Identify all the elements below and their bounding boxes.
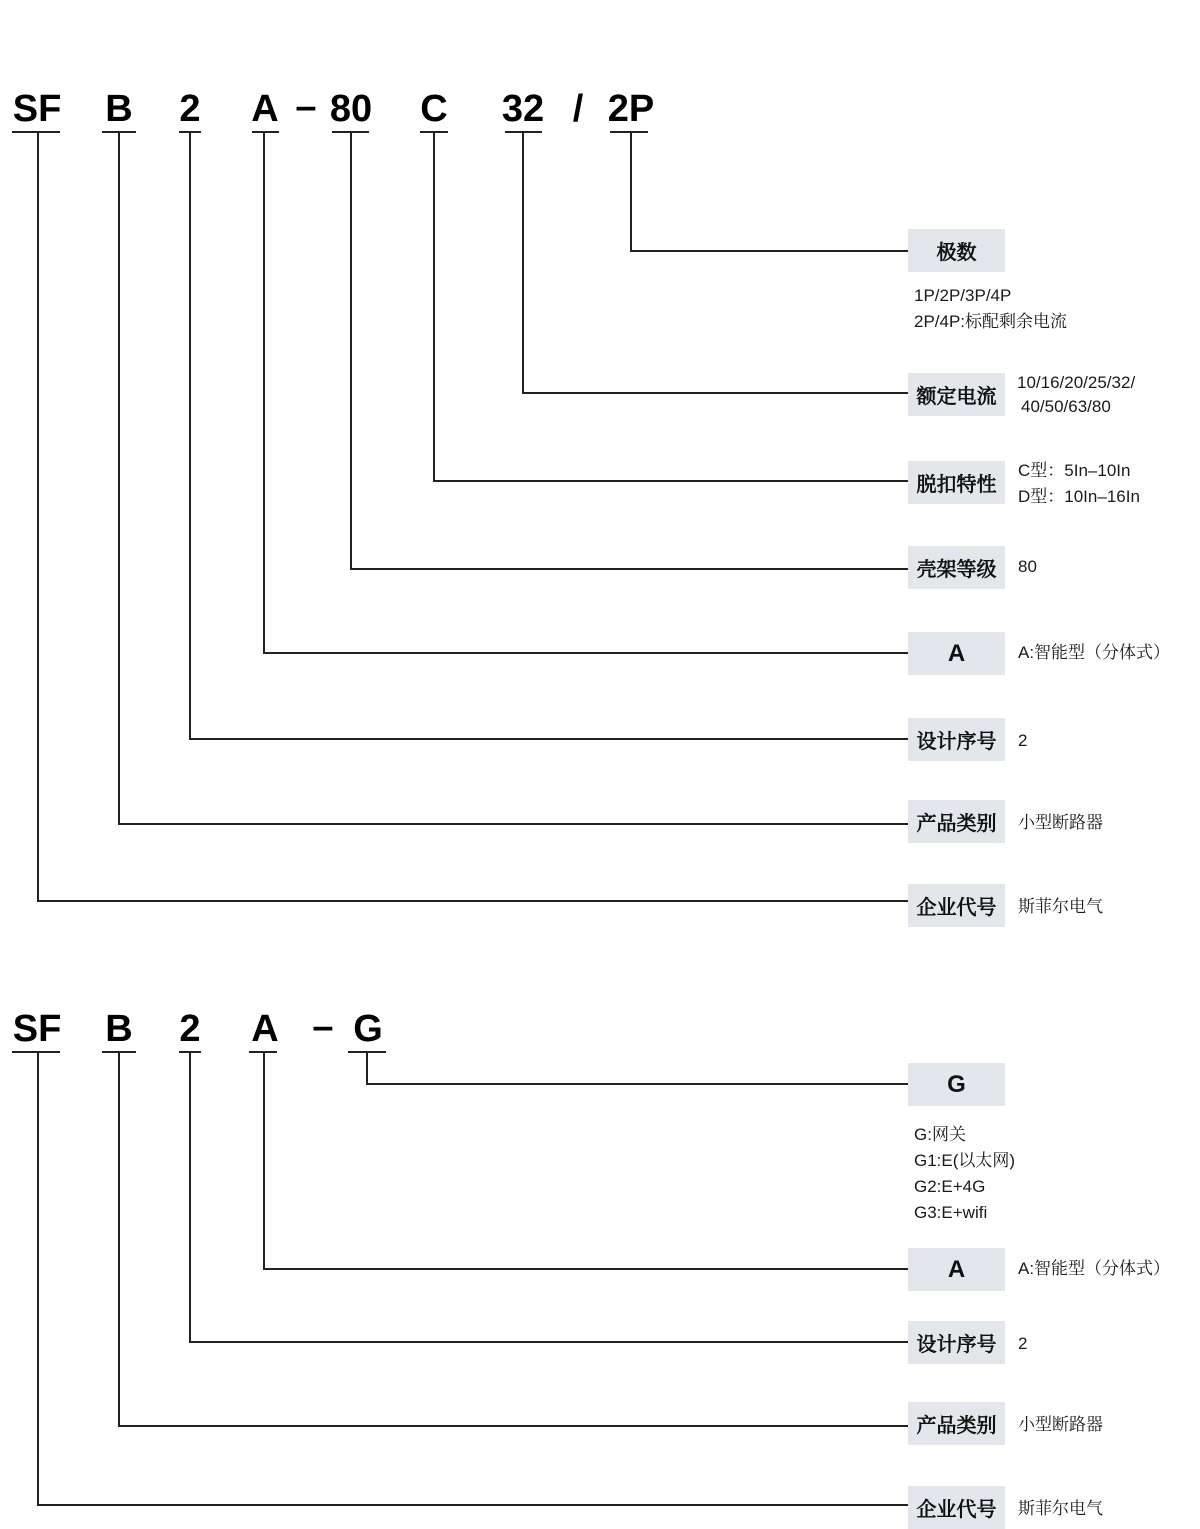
leader-line [263,1268,908,1270]
desc-line: G3:E+wifi [914,1203,988,1222]
leader-line [118,1051,120,1427]
field-label-company-code: 企业代号 [908,1486,1005,1529]
field-desc-trip-characteristic [1018,458,1140,510]
desc-line: 10/16/20/25/32/ [1017,373,1136,392]
code-segment-design: 2 [179,88,201,130]
field-label-design-number: 设计序号 [908,1321,1005,1364]
leader-line [522,131,524,394]
leader-line [366,1051,368,1085]
field-desc-company-code [1018,1496,1103,1522]
leader-line [189,131,191,740]
field-desc-type [1018,640,1170,666]
desc-line: 小型断路器 [1018,813,1103,832]
field-label-gateway: G [908,1063,1005,1106]
leader-line [118,131,120,825]
leader-line [350,568,908,570]
desc-line: G1:E(以太网) [914,1151,1016,1170]
code-separator-dash: – [312,1006,334,1048]
desc-line: 斯菲尔电气 [1018,1499,1103,1518]
underline [610,131,648,133]
desc-line: D型：10In–16In [1018,487,1140,506]
leader-line [366,1083,908,1085]
field-desc-company-code [1018,894,1103,920]
underline [12,131,60,133]
desc-line: G2:E+4G [914,1177,986,1196]
leader-line [350,131,352,570]
desc-line: 2 [1018,1334,1028,1353]
leader-line [37,1504,908,1506]
leader-line [263,1051,265,1270]
code-segment-company: SF [12,1008,62,1050]
leader-line [118,1425,908,1427]
field-label-company-code: 企业代号 [908,884,1005,927]
underline [12,1051,60,1053]
leader-line [433,480,908,482]
desc-line: 2P/4P:标配剩余电流 [914,312,1068,331]
field-desc-rated-current [1017,371,1135,419]
code-segment-design: 2 [179,1008,201,1050]
leader-line [263,131,265,654]
field-desc-design-number [1018,1331,1027,1357]
desc-line: 80 [1018,557,1037,576]
field-label-type: A [908,632,1005,675]
field-desc-product-category [1018,1412,1103,1438]
field-desc-poles [914,283,1067,335]
desc-line: 2 [1018,731,1028,750]
leader-line [630,131,632,252]
code-segment-frame: 80 [329,88,373,130]
underline [252,131,279,133]
leader-line [37,900,908,902]
field-label-poles: 极数 [908,229,1005,272]
desc-line: 40/50/63/80 [1021,397,1111,416]
leader-line [630,250,908,252]
leader-line [118,823,908,825]
leader-line [522,392,908,394]
code-segment-gateway: G [353,1008,383,1050]
field-desc-product-category [1018,810,1103,836]
desc-line: G:网关 [914,1125,966,1144]
field-label-design-number: 设计序号 [908,718,1005,761]
desc-line: A:智能型（分体式） [1018,643,1171,662]
desc-line: 斯菲尔电气 [1018,897,1103,916]
field-label-product-category: 产品类别 [908,800,1005,843]
field-label-trip-characteristic: 脱扣特性 [908,461,1005,504]
field-label-frame-rating: 壳架等级 [908,546,1005,589]
leader-line [37,131,39,902]
leader-line [189,1051,191,1343]
field-label-type: A [908,1248,1005,1291]
code-segment-poles: 2P [607,88,655,130]
leader-line [37,1051,39,1506]
code-segment-category: B [105,1008,133,1050]
field-label-product-category: 产品类别 [908,1402,1005,1445]
code-separator-slash: / [572,88,584,130]
field-desc-gateway [914,1122,1015,1226]
desc-line: 小型断路器 [1018,1415,1103,1434]
code-segment-current: 32 [501,88,545,130]
desc-line: A:智能型（分体式） [1018,1259,1171,1278]
field-desc-design-number [1018,728,1027,754]
leader-line [433,131,435,482]
field-desc-type [1018,1256,1170,1282]
code-segment-trip: C [420,88,448,130]
code-segment-type: A [251,1008,279,1050]
desc-line: C型：5In–10In [1018,461,1131,480]
leader-line [189,1341,908,1343]
code-segment-company: SF [12,88,62,130]
desc-line: 1P/2P/3P/4P [914,286,1012,305]
leader-line [189,738,908,740]
code-segment-category: B [105,88,133,130]
code-separator-dash: – [295,86,317,128]
leader-line [263,652,908,654]
code-segment-type: A [251,88,279,130]
field-label-rated-current: 额定电流 [908,373,1005,416]
field-desc-frame-rating [1018,554,1037,580]
